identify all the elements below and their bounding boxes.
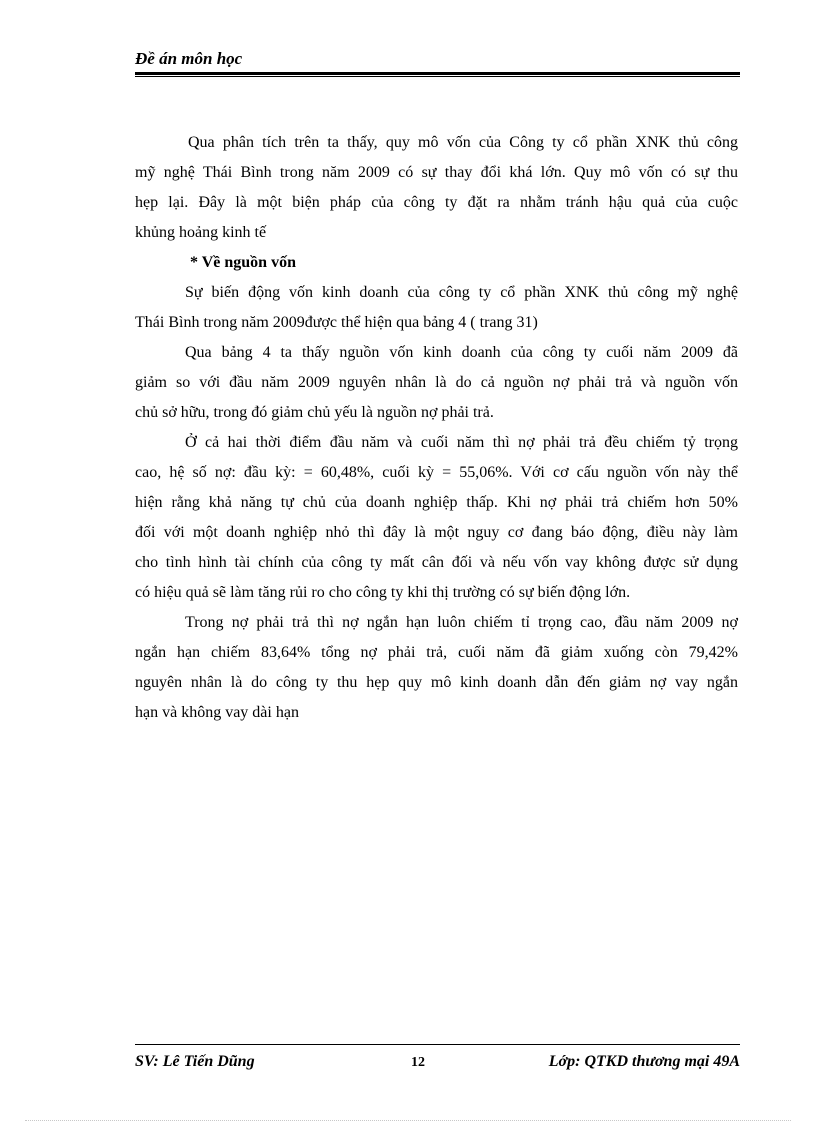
text-line: ngắn hạn chiếm 83,64% tổng nợ phải trả, cuối năm đã giảm xuống còn 79,42% (135, 644, 738, 661)
page-edge-divider (25, 1120, 791, 1121)
text-line: giảm so với đầu năm 2009 nguyên nhân là do cả nguồn nợ phải trả và nguồn vốn (135, 374, 738, 391)
paragraph-3 (135, 338, 738, 428)
header-rule (135, 72, 740, 77)
text-line: hạn và không vay dài hạn (135, 704, 299, 721)
text-line: có hiệu quả sẽ làm tăng rủi ro cho công ty khi thị trường có sự biến động lớn. (135, 584, 631, 601)
text-line: Qua phân tích trên ta thấy, quy mô vốn của Công ty cổ phần XNK thủ công (188, 134, 738, 151)
text-line: hiện rằng khả năng tự chủ của doanh nghiệp thấp. Khi nợ phải trả chiếm hơn 50% (135, 494, 738, 511)
paragraph-5 (135, 608, 738, 728)
footer-rule (135, 1044, 740, 1045)
paragraph-4 (135, 428, 738, 608)
section-subheading: * Về nguồn vốn (190, 254, 296, 271)
text-line: đối với một doanh nghiệp nhỏ thì đây là một nguy cơ đang báo động, điều này làm (135, 524, 738, 541)
paragraph-2 (135, 278, 738, 338)
text-line: Ở cả hai thời điểm đầu năm và cuối năm thì nợ phải trả đều chiếm tỷ trọng (185, 434, 738, 451)
text-line: cao, hệ số nợ: đầu kỳ: = 60,48%, cuối kỳ = 55,06%. Với cơ cấu nguồn vốn này thể (135, 464, 738, 481)
text-line: hẹp lại. Đây là một biện pháp của công ty đặt ra nhằm tránh hậu quả của cuộc (135, 194, 738, 211)
footer-row (135, 1053, 740, 1077)
paragraph-1 (135, 128, 738, 248)
text-line: Sự biến động vốn kinh doanh của công ty cổ phần XNK thủ công mỹ nghệ (185, 284, 738, 301)
text-line: khủng hoảng kinh tế (135, 224, 267, 241)
text-line: cho tình hình tài chính của công ty mất cân đối và nếu vốn vay không được sử dụng (135, 554, 738, 571)
footer-student: SV: Lê Tiến Dũng (135, 1053, 255, 1070)
header-title: Đề án môn học (135, 49, 243, 68)
page-footer (135, 1044, 740, 1077)
body-text (135, 128, 738, 728)
text-line: chủ sở hữu, trong đó giảm chủ yếu là nguồn nợ phải trả. (135, 404, 494, 421)
page-number: 12 (411, 1055, 425, 1070)
text-line: Qua bảng 4 ta thấy nguồn vốn kinh doanh của công ty cuối năm 2009 đã (185, 344, 738, 361)
text-line: mỹ nghệ Thái Bình trong năm 2009 có sự thay đổi khá lớn. Quy mô vốn có sự thu (135, 164, 738, 181)
text-line: Thái Bình trong năm 2009được thể hiện qua bảng 4 ( trang 31) (135, 314, 538, 331)
text-line: nguyên nhân là do công ty thu hẹp quy mô kinh doanh dẫn đến giảm nợ vay ngắn (135, 674, 738, 691)
page-header (135, 48, 740, 77)
footer-class: Lớp: QTKD thương mại 49A (548, 1053, 740, 1070)
text-line: Trong nợ phải trả thì nợ ngắn hạn luôn chiếm tỉ trọng cao, đầu năm 2009 nợ (185, 614, 738, 631)
